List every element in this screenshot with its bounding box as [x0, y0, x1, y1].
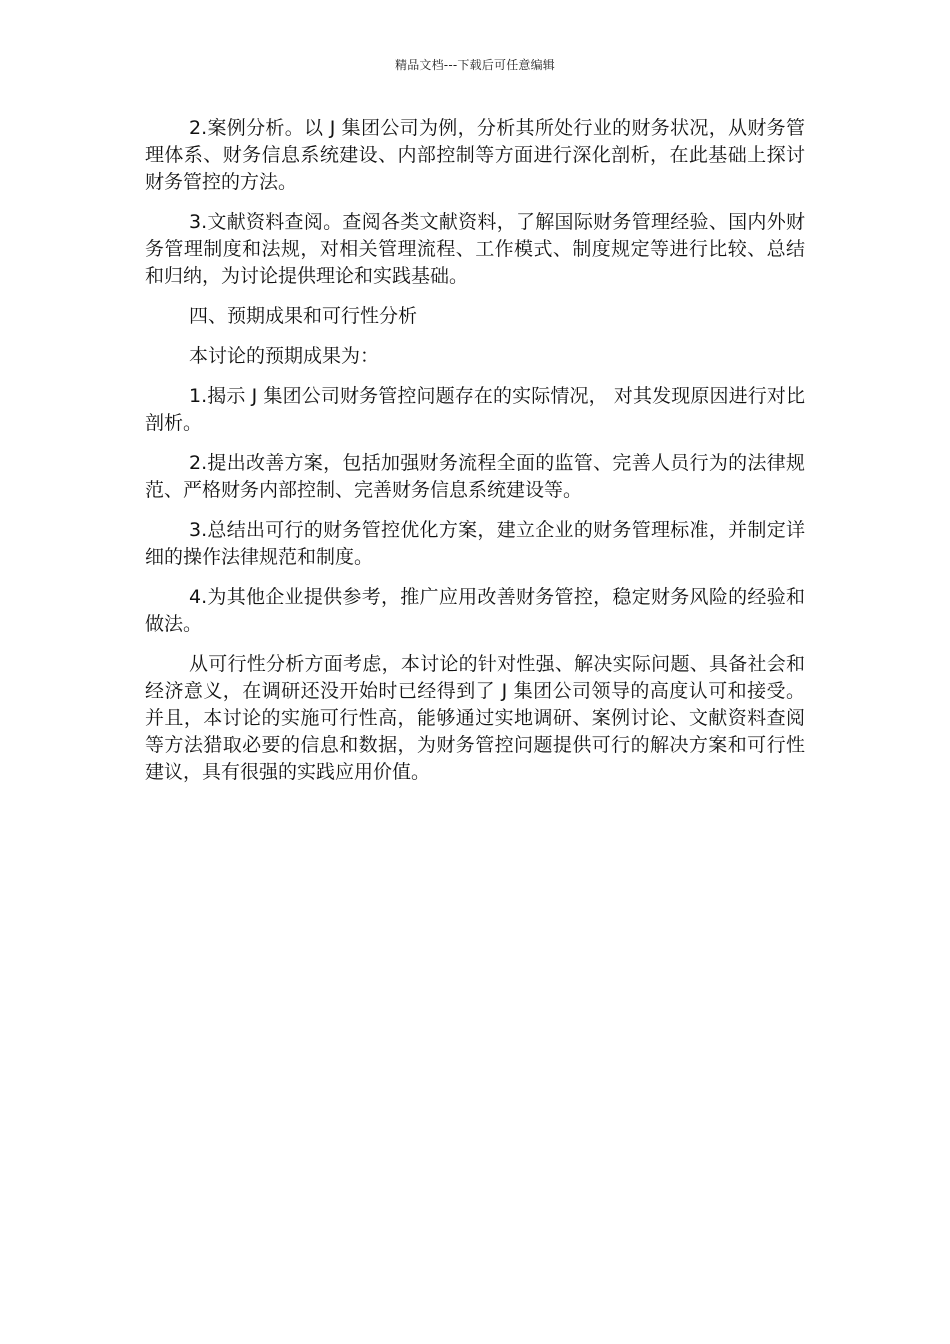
paragraph-result-2: 2.提出改善方案，包括加强财务流程全面的监管、完善人员行为的法律规范、严格财务内部控制、完善财务信息系统建设等。 [145, 452, 805, 501]
paragraph-feasibility: 从可行性分析方面考虑，本讨论的针对性强、解决实际问题、具备社会和经济意义，在调研还没开始时已经得到了 J 集团公司领导的高度认可和接受。并且，本讨论的实施可行性高，能够通过实地调研、案例讨论、文献资料查阅等方法猎取必要的信息和数据，为财务管控问题提供可行的解决方案和可行性建议，具有很强的实践应用价值。 [145, 653, 805, 783]
document-body [145, 115, 805, 799]
paragraph-result-3: 3.总结出可行的财务管控优化方案，建立企业的财务管理标准，并制定详细的操作法律规范和制度。 [145, 519, 805, 568]
paragraph-result-1: 1.揭示 J 集团公司财务管控问题存在的实际情况， 对其发现原因进行对比剖析。 [145, 385, 805, 434]
page-header: 精品文档---下载后可任意编辑 [395, 58, 555, 72]
paragraph-case-analysis: 2.案例分析。以 J 集团公司为例，分析其所处行业的财务状况，从财务管理体系、财务信息系统建设、内部控制等方面进行深化剖析，在此基础上探讨财务管控的方法。 [145, 117, 805, 193]
paragraph-result-4: 4.为其他企业提供参考，推广应用改善财务管控，稳定财务风险的经验和做法。 [145, 586, 805, 635]
paragraph-expected-results-intro: 本讨论的预期成果为： [189, 345, 380, 367]
paragraph-literature-review: 3.文献资料查阅。查阅各类文献资料，了解国际财务管理经验、国内外财务管理制度和法规，对相关管理流程、工作模式、制度规定等进行比较、总结和归纳，为讨论提供理论和实践基础。 [145, 211, 805, 287]
section-heading-expected-results: 四、预期成果和可行性分析 [189, 305, 418, 327]
